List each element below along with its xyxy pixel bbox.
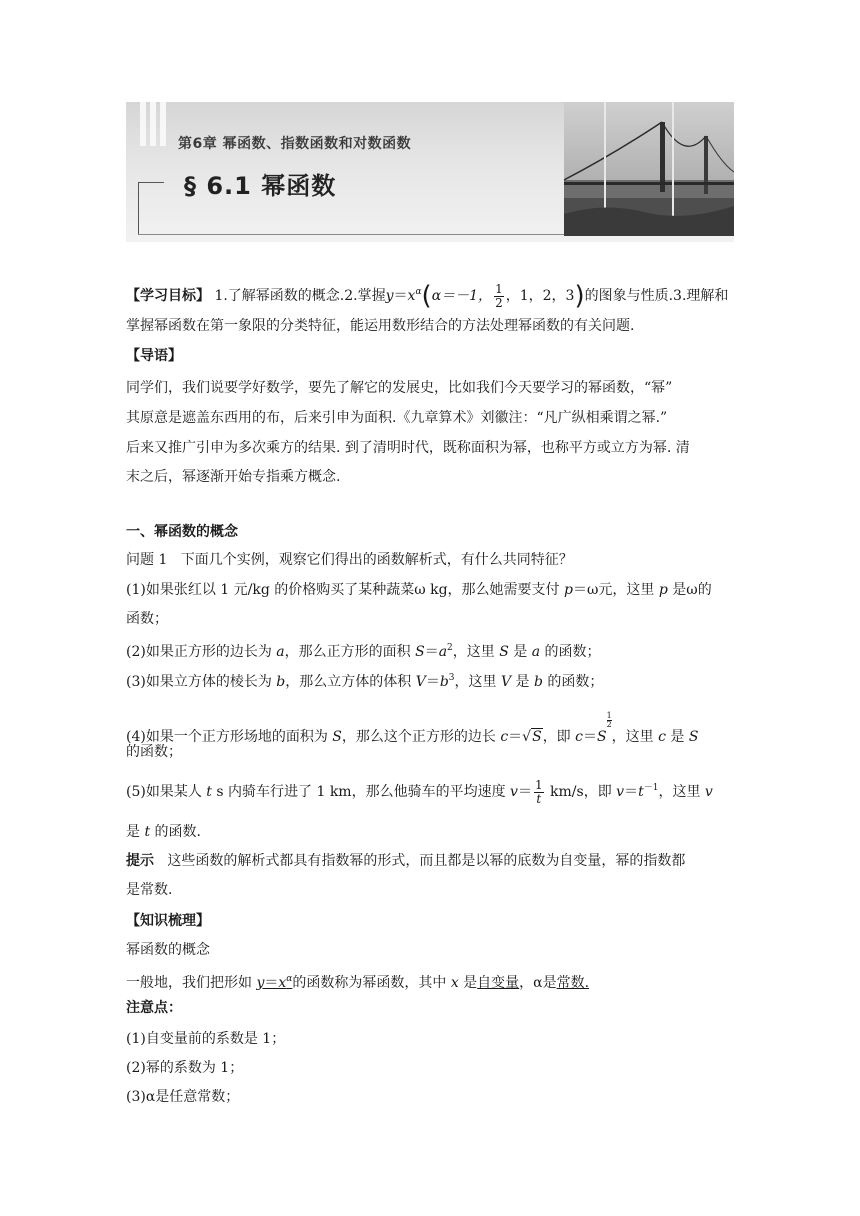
term-constant: 常数. [556,975,590,991]
intro-label: 【导语】 [126,348,182,364]
banner-divider [138,182,164,183]
alpha-values-b: ，1，2，3 [505,288,575,304]
chapter-banner [126,102,734,242]
bridge-illustration [564,102,734,236]
knowledge-label: 【知识梳理】 [126,913,210,929]
note-item: (3)α是任意常数； [126,1089,240,1105]
goals-label: 【学习目标】 [126,288,210,304]
goals-text: 1.了解幂函数的概念.2.掌握 [214,288,386,304]
example-3: (3)如果立方体的棱长为 b，那么立方体的体积 $V=b^3$，这里 V 是 b 的函数； [126,673,604,690]
question-text: 下面几个实例，观察它们得出的函数解析式，有什么共同特征？ [180,552,573,568]
note-item: (1)自变量前的系数是 1； [126,1031,286,1047]
fraction-one-half: $\frac{1}{2}$ [495,281,503,310]
term-independent-variable: 自变量 [477,975,520,991]
formula-y-x-alpha: y [385,288,394,304]
note-item: (2)幂的系数为 1； [126,1060,244,1076]
intro-paragraph-line: 后来又推广引申为多次乘方的结果. 到了清明时代，既称面积为幂，也称平方或立方为幂. 清 [126,440,690,456]
banner-stripe [140,102,146,146]
intro-paragraph-line: 末之后，幂逐渐开始专指乘方概念. [126,469,341,485]
banner-stripe [150,102,156,146]
example-1-cont: 函数； [126,611,168,627]
paren-right: ) [574,281,585,311]
example-1: (1)如果张红以 1 元/kg 的价格购买了某种蔬菜ω kg，那么她需要支付 p＝ω元，这里 p 是ω的 [126,582,712,598]
intro-paragraph-line: 同学们，我们说要学好数学，要先了解它的发展史，比如我们今天要学习的幂函数，“幂” [126,380,673,396]
example-5-cont: 是 t 的函数. [126,824,201,840]
hint-cont: 是常数. [126,882,173,898]
question-1 [126,550,573,570]
bridge-photo [564,102,734,236]
hint-label: 提示 [126,853,154,869]
example-5: (5)如果某人 t s 内骑车行进了 1 km，那么他骑车的平均速度 v＝ $\frac{1}{t}$ km/s，即 $v=t^{-1}$，这里 v [126,777,713,806]
section-heading: 一、幂函数的概念 [126,524,238,540]
banner-stripe [160,102,166,146]
question-label: 问题 1 [126,552,168,568]
definition: 一般地，我们把形如 $y=x^\alpha$的函数称为幂函数，其中 x 是自变量，α是常数. [126,974,590,991]
alpha-values-a: α＝－1， [431,288,493,304]
example-4: (4)如果一个正方形场地的面积为 S，那么这个正方形的边长 c＝√S，即 c＝S $\frac{1}{2}$，这里 c 是 S [126,711,699,745]
exponent-one-half: $\frac{1}{2}$ [606,711,612,729]
paren-left: ( [421,281,432,311]
banner-divider [138,182,139,234]
learning-goals-line2: 掌握幂函数在第一象限的分类特征，能运用数形结合的方法处理幂函数的有关问题. [126,318,635,334]
notes-label: 注意点： [126,1000,182,1016]
goals-text-tail: 的图象与性质.3.理解和 [584,288,729,304]
example-2: (2)如果正方形的边长为 a，那么正方形的面积 $S=a^2$，这里 S 是 a 的函数； [126,643,601,660]
learning-goals-line1: 【学习目标】 1.了解幂函数的概念.2.掌握$y=x^\alpha(\alpha=-1$， $\frac{1}{2}$ ，1，2，3)的图象与性质.3.理解和 [126,281,729,311]
hint: 提示 这些函数的解析式都具有指数幂的形式，而且都是以幂的底数为自变量，幂的指数都 [126,853,686,869]
intro-paragraph-line: 其原意是遮盖东西用的布，后来引申为面积.《九章算术》刘徽注：“凡广纵相乘谓之幂.” [126,410,668,426]
knowledge-subtitle: 幂函数的概念 [126,942,210,958]
fraction-one-over-t: $\frac{1}{t}$ [534,777,543,806]
chapter-title: 第6章 幂函数、指数函数和对数函数 [178,136,412,152]
example-4-cont: 的函数； [126,744,182,760]
section-title: § 6.1 幂函数 [184,172,337,200]
